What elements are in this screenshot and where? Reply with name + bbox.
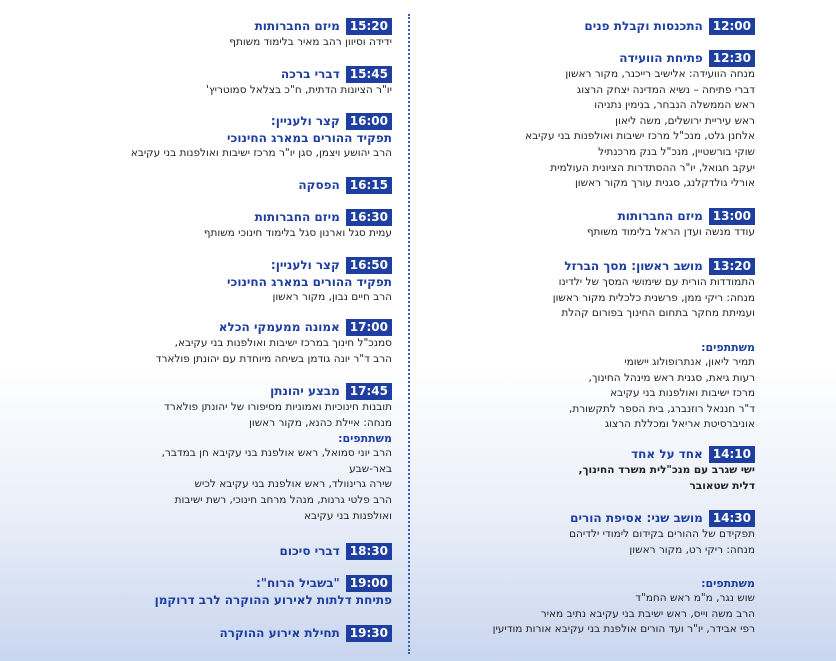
session-title: קצר ולעניין: xyxy=(270,258,340,272)
session-title: "בשביל הרוח": xyxy=(255,576,340,590)
session-1200 xyxy=(420,18,755,35)
session-line: אורלי גולדקלנג, סגנית עורך מקור ראשון xyxy=(574,177,755,190)
session-line: התמודדות הורית עם שימושי המסך של ילדינו xyxy=(558,276,755,288)
session-line: ראש עיריית ירושלים, משה ליאון xyxy=(615,114,755,127)
session-line: שוקי בורשטיין, מנכ"ל בנק מרכנתיל xyxy=(598,145,755,158)
session-1745 xyxy=(0,383,392,524)
time-badge: 14:10 xyxy=(709,446,755,463)
session-1700 xyxy=(0,319,392,367)
time-badge: 19:00 xyxy=(346,575,392,592)
participant-line: רפי אבידר, יו"ר ועד הורים אולפנת בני עקיבא אורות מודיעין xyxy=(492,623,755,636)
participants-1430 xyxy=(420,576,755,638)
time-badge: 17:00 xyxy=(346,319,392,336)
session-line: ישי שגרב עם מנכ"לית משרד החינוך, xyxy=(578,464,755,476)
session-line: הרב חיים נבון, מקור ראשון xyxy=(272,291,392,303)
session-title: מיזם החברותות xyxy=(254,210,340,224)
session-line: מנחה: ריקי ממן, פרשנית כלכלית מקור ראשון xyxy=(552,291,755,304)
session-title: הפסקה xyxy=(298,178,340,192)
session-1600 xyxy=(0,113,392,162)
session-title: אחד על אחד xyxy=(631,447,703,461)
session-1230 xyxy=(420,50,755,192)
session-title: קצר ולעניין: xyxy=(270,114,340,128)
session-line: יעקב חגואל, יו"ר ההסתדרות הציונית העולמית xyxy=(550,161,755,174)
session-line: דלית שטאובר xyxy=(689,479,755,492)
session-subtitle: פתיחת דלתות לאירוע ההוקרה לרב דרוקמן xyxy=(154,593,392,607)
time-badge: 15:20 xyxy=(346,18,392,35)
session-1520 xyxy=(0,18,392,51)
session-title: מיזם החברותות xyxy=(617,209,703,223)
participant-line: אוניברסיטת אריאל ומכללת הרצוג xyxy=(604,418,755,431)
participants-header: משתתפים: xyxy=(701,577,755,590)
participants-1320 xyxy=(420,340,755,433)
session-title: התכנסות וקבלת פנים xyxy=(584,19,703,33)
session-line: הרב יהושע ויצמן, סגן יו"ר מרכז ישיבות ואולפנות בני עקיבא xyxy=(130,147,392,159)
session-line: ועמיתת מחקר בתחום החינוך בפורום קהלת xyxy=(561,307,755,320)
time-badge: 12:00 xyxy=(709,18,755,35)
session-1900 xyxy=(0,575,392,608)
time-badge: 16:15 xyxy=(346,177,392,194)
session-title: אמונה ממעמקי הכלא xyxy=(218,320,340,334)
time-badge: 14:30 xyxy=(709,510,755,527)
participant-line: הרב פלטי גרנות, מנהל מרחב חינוכי, רשת ישיבות xyxy=(174,493,392,506)
session-1430 xyxy=(420,510,755,558)
session-line: עודד מנשה ועדן הראל בלימוד משותף xyxy=(586,226,755,238)
session-line: תפקידם של ההורים בקידום לימודי ילדיהם xyxy=(569,528,755,540)
session-line: מנחה הוועידה: אלישיב רייכנר, מקור ראשון xyxy=(565,68,755,80)
session-line: ידידה וסיוון רהב מאיר בלימוד משותף xyxy=(229,36,392,48)
time-badge: 12:30 xyxy=(709,50,755,67)
session-title: דברי ברכה xyxy=(280,67,340,81)
session-title: מושב ראשון: מסך הברזל xyxy=(564,259,703,273)
time-badge: 19:30 xyxy=(346,625,392,642)
participant-line: שירה גרינוולד, ראש אולפנת בני עקיבא לכיש xyxy=(194,478,392,491)
session-1930 xyxy=(0,625,392,642)
session-subtitle: תפקיד ההורים במארג החינוכי xyxy=(227,275,392,289)
session-1830 xyxy=(0,543,392,560)
time-badge: 16:50 xyxy=(346,257,392,274)
session-line: סמנכ"ל חינוך במרכז ישיבות ואולפנות בני עקיבא, xyxy=(174,337,392,349)
time-badge: 13:20 xyxy=(709,258,755,275)
column-divider xyxy=(408,14,410,654)
session-title: דברי סיכום xyxy=(279,544,340,558)
session-line: ראש הממשלה הנבחר, בנימין נתניהו xyxy=(594,99,755,112)
participant-line: מרכז ישיבות ואולפנות בני עקיבא xyxy=(610,387,755,400)
session-1615 xyxy=(0,177,392,194)
participant-line: באר-שבע xyxy=(349,462,392,475)
session-line: יו"ר הציונות הדתית, ח"כ בצלאל סמוטריץ' xyxy=(206,84,392,96)
session-1630 xyxy=(0,209,392,242)
session-line: דברי פתיחה – נשיא המדינה יצחק הרצוג xyxy=(576,83,755,96)
session-line: הרב ד"ר יונה גודמן בשיחה מיוחדת עם יהונתן פולארד xyxy=(155,352,392,365)
participant-line: הרב משה וייס, ראש ישיבת בני עקיבא נתיב מאיר xyxy=(540,607,755,620)
session-1320 xyxy=(420,258,755,322)
session-line: מנחה: איילת כהנא, מקור ראשון xyxy=(249,416,392,429)
time-badge: 16:00 xyxy=(346,113,392,130)
session-line: תובנות חינוכיות ואמוניות מסיפורו של יהונתן פולארד xyxy=(164,401,392,413)
participants-header: משתתפים: xyxy=(701,341,755,354)
session-title: תחילת אירוע ההוקרה xyxy=(219,626,340,640)
session-subtitle: תפקיד ההורים במארג החינוכי xyxy=(227,131,392,145)
time-badge: 16:30 xyxy=(346,209,392,226)
participant-line: ואולפנות בני עקיבא xyxy=(304,509,392,522)
session-1410 xyxy=(420,446,755,494)
session-title: פתיחת הוועידה xyxy=(619,51,703,65)
time-badge: 15:45 xyxy=(346,66,392,83)
session-line: אלחנן גלט, מנכ"ל מרכז ישיבות ואולפנות בני עקיבא xyxy=(525,130,755,143)
participant-line: תמיר ליאון, אנתרופולוג יישומי xyxy=(624,356,755,368)
session-title: מבצע יהונתן xyxy=(270,384,340,398)
participant-line: הרב יוני סמואל, ראש אולפנת בני עקיבא חן במדבר, xyxy=(161,447,392,460)
session-title: מושב שני: אסיפת הורים xyxy=(570,511,703,525)
participant-line: ד"ר חננאל רוזנברג, בית הספר לתקשורת, xyxy=(569,402,755,415)
participants-header: משתתפים: xyxy=(338,432,392,446)
session-1545 xyxy=(0,66,392,99)
participant-line: שוש נגר, מ"מ ראש החמ"ד xyxy=(635,592,755,604)
time-badge: 17:45 xyxy=(346,383,392,400)
time-badge: 18:30 xyxy=(346,543,392,560)
time-badge: 13:00 xyxy=(709,208,755,225)
session-1650 xyxy=(0,257,392,306)
session-title: מיזם החברותות xyxy=(254,19,340,33)
participant-line: רעות גיאת, סגנית ראש מינהל החינוך, xyxy=(588,371,755,384)
session-line: מנחה: ריקי רט, מקור ראשון xyxy=(629,543,755,556)
session-line: עמית סגל וארנון סגל בלימוד חינוכי משותף xyxy=(203,227,392,239)
session-1300 xyxy=(420,208,755,241)
